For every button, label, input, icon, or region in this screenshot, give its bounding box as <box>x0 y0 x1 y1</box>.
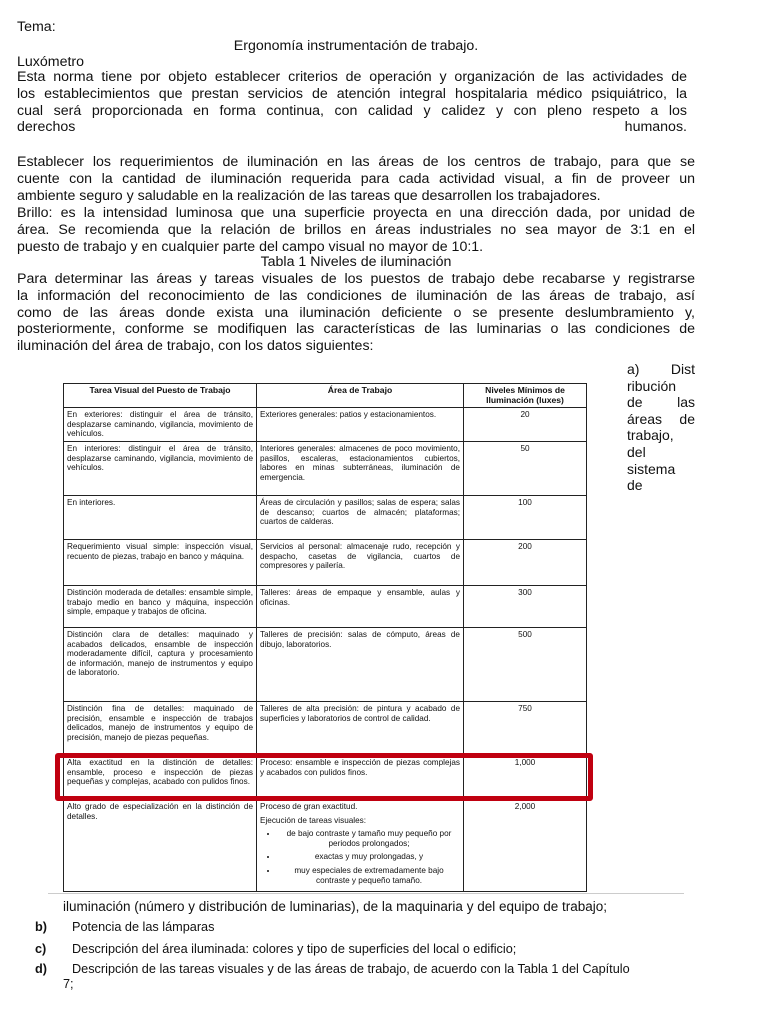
cell-area: Talleres de alta precisión: de pintura y acabado de superficies y laboratorios de control de calidad. <box>257 701 464 755</box>
tema-label: Tema: <box>17 19 56 35</box>
side-note-line: de <box>627 477 643 494</box>
paragraph-determinar <box>17 271 695 355</box>
cell-nivel: 50 <box>464 441 587 495</box>
cell-nivel: 1,000 <box>464 755 587 799</box>
item-text-wrap: 7; <box>63 977 74 991</box>
cell-tarea: Distinción clara de detalles: maquinado y acabados delicados, ensamble de inspección moderadamente difícil, captura y procesamiento de información, manejo de instrumentos y equipo de laboratorio. <box>64 627 257 701</box>
list-item: • muy especiales de extremadamente bajo contraste y pequeño tamaño. <box>278 866 460 885</box>
item-text: Potencia de las lámparas <box>72 920 215 934</box>
cell-nivel: 750 <box>464 701 587 755</box>
highlight-box <box>55 753 593 801</box>
cell-tarea: Alto grado de especialización en la distinción de detalles. <box>64 799 257 891</box>
cell-area: Servicios al personal: almacenaje rudo, recepción y despacho, casetas de vigilancia, cuartos de compresores y pailería. <box>257 539 464 585</box>
cell-area <box>257 799 464 891</box>
side-note-line: sistema <box>627 460 676 477</box>
illumination-table-image <box>63 383 589 895</box>
text-line: ambiente seguro y saludable en la realización de las tareas que desarrollen los trabajadores. <box>17 187 601 204</box>
table-row <box>64 585 587 627</box>
table-header-niveles: Niveles Mínimos de Iluminación (luxes) <box>464 384 587 408</box>
table-row <box>64 495 587 539</box>
paragraph-brillo <box>17 205 695 255</box>
list-item: • de bajo contraste y tamaño muy pequeño por periodos prolongados; <box>278 829 460 848</box>
side-note-line: del <box>627 443 646 460</box>
table-row <box>64 799 587 891</box>
luxometro-heading: Luxómetro <box>17 54 85 70</box>
item-text: Descripción del área iluminada: colores y tipo de superficies del local o edificio; <box>72 942 517 956</box>
table-row <box>64 539 587 585</box>
cell-nivel: 500 <box>464 627 587 701</box>
continuation-text: iluminación (número y distribución de luminarias), de la maquinaria y del equipo de trabajo; <box>63 899 608 914</box>
item-text: Descripción de las tareas visuales y de las áreas de trabajo, de acuerdo con la Tabla 1 del Capítulo <box>72 962 630 976</box>
item-label: b) <box>35 920 47 934</box>
paragraph-requerimientos <box>17 154 695 204</box>
cell-area: Proceso: ensamble e inspección de piezas complejas y acabados con pulidos finos. <box>257 755 464 799</box>
list-item-b <box>35 920 214 935</box>
text-line: la información del reconocimiento de las condiciones de iluminación de las áreas de trabajo, así <box>17 287 695 304</box>
text-line: Esta norma tiene por objeto establecer criterios de operación y organización de las actividades de <box>17 69 687 85</box>
side-note-line: ribución <box>627 377 677 394</box>
table-header-tarea: Tarea Visual del Puesto de Trabajo <box>64 384 257 408</box>
side-note-line: a) Dist <box>627 361 695 377</box>
text-line: Para determinar las áreas y tareas visuales de los puestos de trabajo debe recabarse y registrarse <box>17 271 695 287</box>
side-note-line: trabajo, <box>627 427 674 444</box>
side-note <box>627 361 695 494</box>
side-note-line: áreas de <box>627 410 695 427</box>
cell-tarea: En exteriores: distinguir el área de tránsito, desplazarse caminando, vigilancia, movimiento de vehículos. <box>64 408 257 442</box>
bullet-list <box>260 829 460 885</box>
cell-tarea: Distinción moderada de detalles: ensamble simple, trabajo medio en banco y máquina, inspección simple, empaque y trabajos de oficina. <box>64 585 257 627</box>
cell-area: Interiores generales: almacenes de poco movimiento, pasillos, escaleras, estacionamientos cubiertos, labores en minas subterráneas, iluminación de emergencia. <box>257 441 464 495</box>
table-row <box>64 408 587 442</box>
illumination-table <box>63 383 587 892</box>
text-line: Brillo: es la intensidad luminosa que una superficie proyecta en una dirección dada, por unidad de <box>17 205 695 221</box>
text-line: área. Se recomienda que la relación de brillos en áreas industriales no sea mayor de 3:1 en el <box>17 221 695 238</box>
cell-nivel: 300 <box>464 585 587 627</box>
cell-area: Talleres de precisión: salas de cómputo, áreas de dibujo, laboratorios. <box>257 627 464 701</box>
cell-tarea: Requerimiento visual simple: inspección visual, recuento de piezas, trabajo en banco y máquina. <box>64 539 257 585</box>
list-item-c <box>35 942 516 957</box>
item-label: c) <box>35 942 47 956</box>
table-header-area: Área de Trabajo <box>257 384 464 408</box>
paragraph-norma <box>17 69 687 136</box>
cell-tarea: Alta exactitud en la distinción de detalles: ensamble, proceso e inspección de piezas pequeñas y complejas, acabado con pulidos finos. <box>64 755 257 799</box>
cell-tarea: En interiores. <box>64 495 257 539</box>
cell-nivel: 2,000 <box>464 799 587 891</box>
table-row <box>64 441 587 495</box>
cell-nivel: 100 <box>464 495 587 539</box>
item-label: d) <box>35 962 47 976</box>
text-line: derechos humanos. <box>17 119 687 136</box>
cell-area: Exteriores generales: patios y estacionamientos. <box>257 408 464 442</box>
cell-tarea: Distinción fina de detalles: maquinado de precisión, ensamble e inspección de trabajos delicados, manejo de instrumentos y equipo de precisión, manejo de piezas pequeñas. <box>64 701 257 755</box>
text-line: cual será proporcionada en forma continua, con calidad y calidez y con pleno respeto a los <box>17 102 687 119</box>
cell-area: Áreas de circulación y pasillos; salas de espera; salas de descanso; cuartos de almacén; plataformas; cuartos de calderas. <box>257 495 464 539</box>
cell-area: Talleres: áreas de empaque y ensamble, aulas y oficinas. <box>257 585 464 627</box>
table-caption: Tabla 1 Niveles de iluminación <box>260 254 452 270</box>
text-line: iluminación del área de trabajo, con los datos siguientes: <box>17 338 374 355</box>
divider <box>48 893 684 894</box>
table-row <box>64 627 587 701</box>
cell-area-title: Proceso de gran exactitud. <box>260 801 358 811</box>
cell-nivel: 20 <box>464 408 587 442</box>
text-line: los establecimientos que prestan servicios de atención integral hospitalaria médico psiquiátrico, la <box>17 85 687 102</box>
text-line: cuente con la cantidad de iluminación requerida para cada actividad visual, a fin de proveer un <box>17 170 695 187</box>
text-line: Establecer los requerimientos de iluminación en las áreas de los centros de trabajo, para que se <box>17 154 695 170</box>
cell-tarea: En interiores: distinguir el área de tránsito, desplazarse caminando, vigilancia, movimiento de vehículos. <box>64 441 257 495</box>
list-item-d <box>35 962 705 992</box>
table-row <box>64 701 587 755</box>
text-line: posteriormente, conforme se modifiquen las características de las luminarias o las condiciones de <box>17 321 695 338</box>
side-note-line: de las <box>627 394 695 411</box>
text-line: como de las áreas donde exista una iluminación deficiente o se presente deslumbramiento y, <box>17 304 695 321</box>
list-item: • exactas y muy prolongadas, y <box>278 852 460 862</box>
cell-nivel: 200 <box>464 539 587 585</box>
document-title: Ergonomía instrumentación de trabajo. <box>233 38 479 54</box>
cell-area-subtitle: Ejecución de tareas visuales: <box>260 815 367 825</box>
text-line: puesto de trabajo y en cualquier parte del campo visual no mayor de 10:1. <box>17 238 484 255</box>
